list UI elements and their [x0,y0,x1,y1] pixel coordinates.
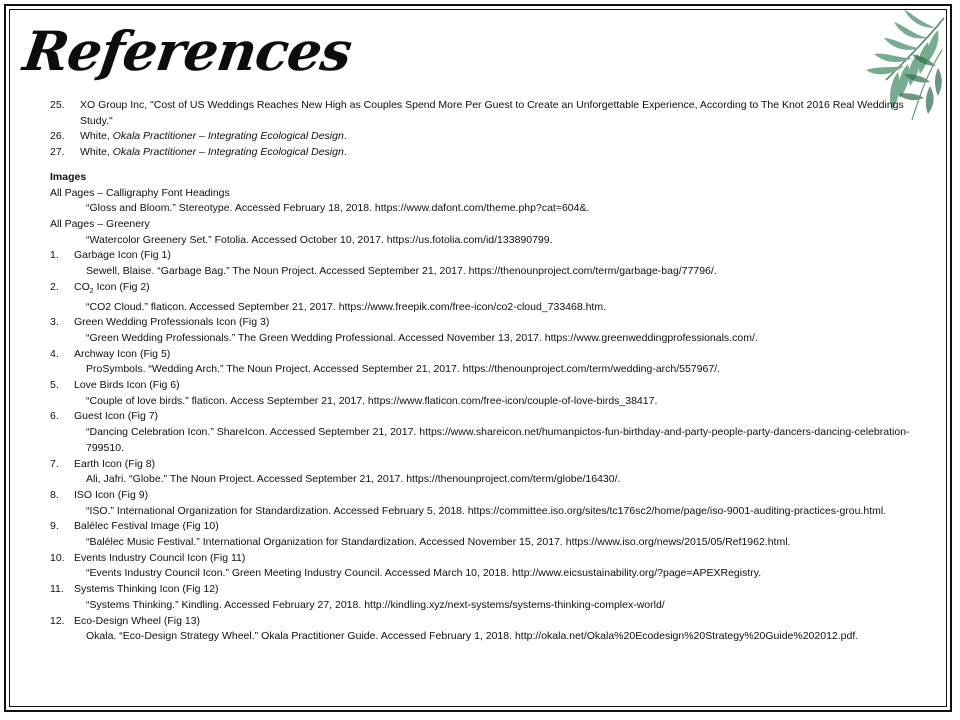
image-number: 5. [50,379,59,392]
reference-text [80,129,910,145]
image-item [50,280,910,300]
image-number: 9. [50,520,59,533]
image-citation: “CO2 Cloud.” flaticon. Accessed September 21, 2017. https://www.freepik.com/free-icon/co2-cloud_733468.htm. [86,300,607,313]
image-label: Love Birds Icon (Fig 6) [74,379,180,392]
image-citation: ProSymbols. “Wedding Arch.” The Noun Project. Accessed September 21, 2017. https://thenounproject.com/term/wedding-arch/557967/. [86,363,721,376]
image-label: ISO Icon (Fig 9) [74,488,149,501]
image-item [50,457,910,473]
image-item [50,347,910,363]
image-label: Earth Icon (Fig 8) [74,457,156,470]
reference-author: White, [80,130,113,143]
reference-end: . [343,130,347,143]
image-label [74,280,910,300]
image-label: Systems Thinking Icon (Fig 12) [74,583,219,596]
reference-title: Okala Practitioner – Integrating Ecological Design [112,130,344,143]
image-citation: “Dancing Celebration Icon.” ShareIcon. Accessed September 21, 2017. https://www.shareicon.net/humanpictos-fun-birthday-and-party-people-party-dancers-dancing-celebration-799510. [86,426,910,454]
reference-title: Okala Practitioner – Integrating Ecological Design [112,146,344,159]
image-citation: “Green Wedding Professionals.” The Green Wedding Professional. Accessed November 13, 2017. https://www.greenweddingprofessionals.com/. [86,331,758,344]
image-number: 7. [50,457,59,470]
image-item [50,378,910,394]
image-label: Archway Icon (Fig 5) [74,347,171,360]
page-title: References [19,19,356,83]
reference-number: 25. [50,99,65,111]
all-pages-label: All Pages – Greenery [50,217,150,230]
reference-number: 26. [50,130,65,143]
images-list [50,248,910,645]
image-citation: Ali, Jafri. “Globe.” The Noun Project. Accessed September 21, 2017. https://thenounproject.com/term/globe/16430/. [86,473,621,486]
all-pages-citation: “Watercolor Greenery Set.” Fotolia. Accessed October 10, 2017. https://us.fotolia.com/id/133890799. [86,233,553,246]
image-item [50,315,910,331]
image-label: Balélec Festival Image (Fig 10) [74,520,219,533]
image-citation: Okala. “Eco-Design Strategy Wheel.” Okala Practitioner Guide. Accessed February 1, 2018. http://okala.net/Okala%20Ecodesign%20Strategy%20Guide%202012.pdf. [86,630,859,643]
image-label: Guest Icon (Fig 7) [74,410,159,423]
image-item [50,488,910,504]
image-label: Eco-Design Wheel (Fig 13) [74,614,201,627]
reference-item [50,129,910,145]
image-citation: “Balélec Music Festival.” International Organization for Standardization. Accessed November 15, 2017. https://www.iso.org/news/2015/05/Ref1962.html. [86,536,791,549]
image-item [50,614,910,630]
image-label: Garbage Icon (Fig 1) [74,249,171,262]
image-number: 10. [50,551,65,564]
image-label: Green Wedding Professionals Icon (Fig 3) [74,316,270,329]
image-label-subscript: 2 [89,287,94,295]
image-number: 12. [50,614,65,627]
reference-author: White, [80,146,113,159]
reference-text [80,145,910,161]
page-frame [4,4,952,712]
reference-item [50,98,910,129]
image-item [50,409,910,425]
image-label-pre: CO [74,280,90,293]
section-gap [50,161,910,170]
references-content [50,98,910,645]
image-label: Events Industry Council Icon (Fig 11) [74,551,246,564]
reference-end: . [343,146,347,159]
references-list [50,98,910,161]
image-number: 8. [50,488,59,501]
image-item [50,248,910,264]
image-number: 6. [50,410,59,423]
image-citation: Sewell, Blaise. “Garbage Bag.” The Noun Project. Accessed September 21, 2017. https://thenounproject.com/term/garbage-bag/77796/. [86,265,717,278]
image-number: 11. [50,583,64,596]
images-heading: Images [50,170,87,183]
reference-number: 27. [50,146,65,159]
image-item [50,519,910,535]
all-pages-label: All Pages – Calligraphy Font Headings [50,186,230,199]
image-citation: “ISO.” International Organization for Standardization. Accessed February 5, 2018. https://committee.iso.org/sites/tc176sc2/home/page/iso-9001-auditing-practices-grou.html. [86,504,887,517]
image-number: 4. [50,347,59,360]
all-pages-list [50,186,910,249]
image-item [50,551,910,567]
image-citation: “Couple of love birds.” flaticon. Access September 21, 2017. https://www.flaticon.com/free-icon/couple-of-love-birds_38417. [86,394,658,407]
image-number: 3. [50,316,59,329]
image-citation: “Events Industry Council Icon.” Green Meeting Industry Council. Accessed March 10, 2018. http://www.eicsustainability.org/?page=APEXRegistry. [86,567,762,580]
image-citation: “Systems Thinking.” Kindling. Accessed February 27, 2018. http://kindling.xyz/next-systems/systems-thinking-complex-world/ [86,598,665,611]
image-item [50,582,910,598]
image-number: 1. [50,249,59,262]
reference-text: XO Group Inc, "Cost of US Weddings Reaches New High as Couples Spend More Per Guest to Create an Unforgettable Experience, According to The Knot 2016 Real Weddings Study." [80,99,904,127]
image-label-post: Icon (Fig 2) [93,280,150,293]
all-pages-citation: “Gloss and Bloom.” Stereotype. Accessed February 18, 2018. https://www.dafont.com/theme.php?cat=604&. [86,202,590,215]
image-number: 2. [50,280,59,293]
reference-item [50,145,910,161]
